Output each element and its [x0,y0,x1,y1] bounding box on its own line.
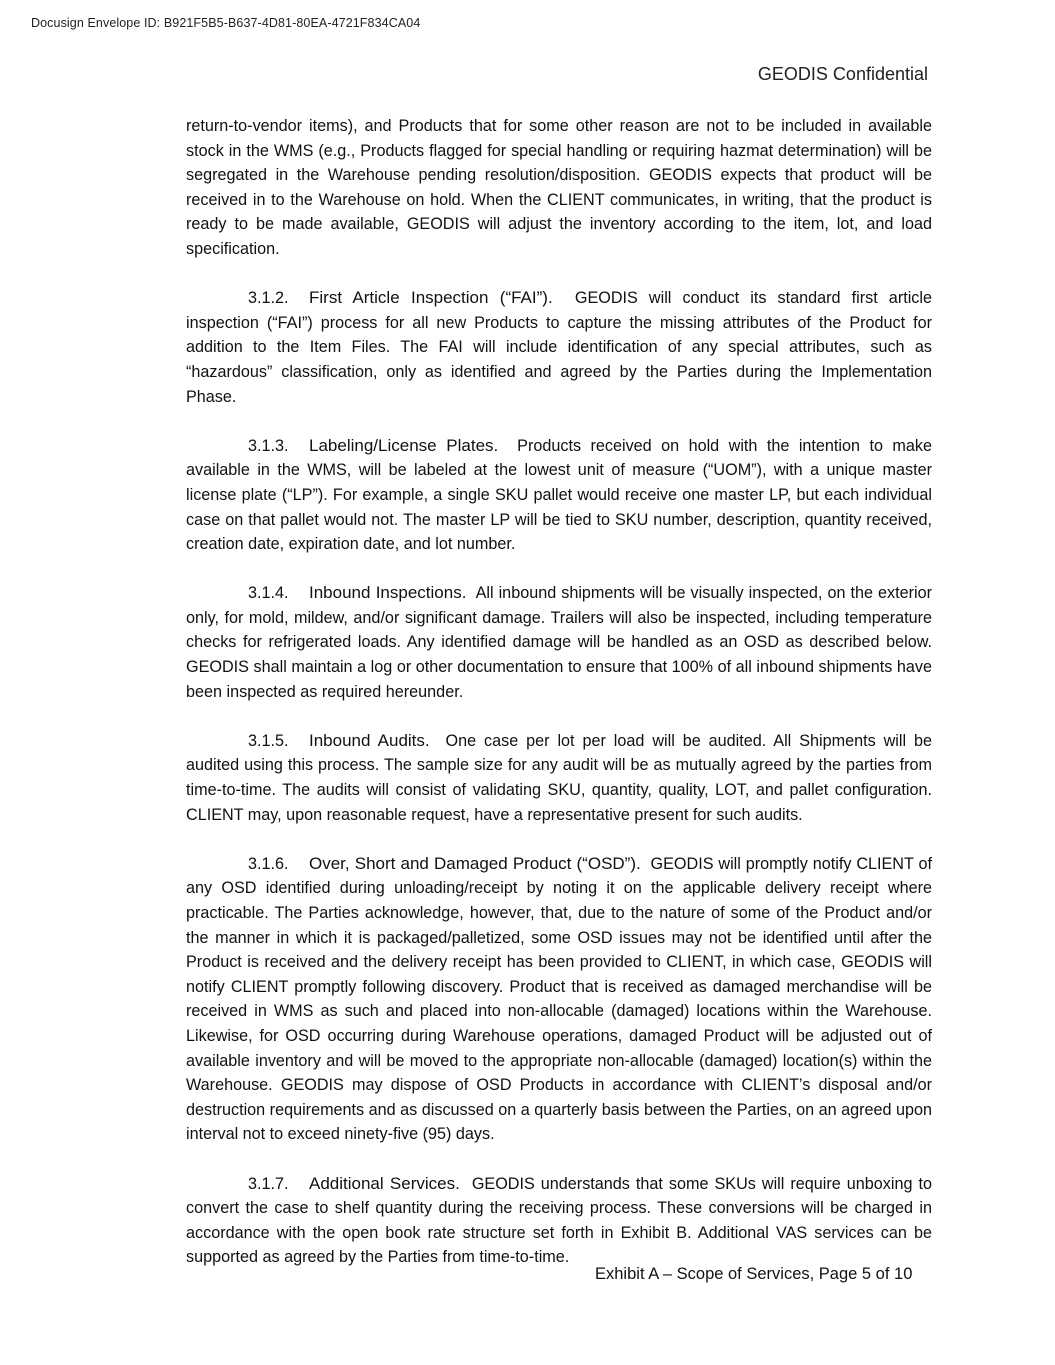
section-number: 3.1.4. [248,584,289,603]
section-number: 3.1.7. [248,1174,289,1193]
section-title: Labeling/License Plates. [309,435,499,455]
section-title: Inbound Inspections. [309,583,467,603]
section-text: GEODIS understands that some SKUs will require unboxing to convert the case to shelf quantity during the receiving process. These conversions will be charged in accordance with the open book rate structure set forth in Exhibit B. Additional VAS services can be supported as agreed by the Parties from time-to-time. [186,1174,932,1267]
section-number: 3.1.6. [248,854,289,873]
section-3-1-5 [186,729,932,827]
section-3-1-7 [186,1172,932,1270]
section-3-1-6 [186,852,932,1147]
section-text: One case per lot per load will be audited. All Shipments will be audited using this process. The sample size for any audit will be as mutually agreed by the parties from time-to-time. The audits will consist of validating SKU, quantity, quality, LOT, and pallet configuration. CLIENT may, upon reasonable request, have a representative present for such audits. [186,731,933,824]
section-3-1-2 [186,286,932,409]
intro-paragraph: return-to-vendor items), and Products that for some other reason are not to be included in available stock in the WMS (e.g., Products flagged for special handling or requiring hazmat determination) will be segregated in the Warehouse pending resolution/disposition. GEODIS expects that product will be received in to the Warehouse on hold. When the CLIENT communicates, in writing, that the product is ready to be made available, GEODIS will adjust the inventory according to the item, lot, and load specification. [186,117,932,258]
page-footer: Exhibit A – Scope of Services, Page 5 of 10 [595,1265,913,1283]
confidential-label: GEODIS Confidential [757,64,928,84]
section-number: 3.1.3. [248,436,289,455]
section-text: Products received on hold with the intention to make available in the WMS, will be labeled at the lowest unit of measure (“UOM”), with a unique master license plate (“LP”). For example, a single SKU pallet would receive one master LP, but each individual case on that pallet would not. The master LP will be tied to SKU number, description, quantity received, creation date, expiration date, and lot number. [186,436,932,554]
section-number: 3.1.5. [248,731,289,750]
envelope-id: Docusign Envelope ID: B921F5B5-B637-4D81-80EA-4721F834CA04 [31,16,421,30]
section-title: Inbound Audits. [309,730,430,750]
section-text: GEODIS will promptly notify CLIENT of any OSD identified during unloading/receipt by noting it on the applicable delivery receipt where practicable. The Parties acknowledge, however, that, due to the nature of some of the Product and/or the manner in which it is packaged/palletized, some OSD issues may not be identified until after the Product is received and the delivery receipt has been provided to CLIENT, in which case, GEODIS will notify CLIENT promptly following discovery. Product that is received as damaged merchandise will be received in WMS as such and placed into non-allocable (damaged) locations within the Warehouse. Likewise, for OSD occurring during Warehouse operations, damaged Product will be adjusted out of available inventory and will be moved to the appropriate non-allocable (damaged) location(s) within the Warehouse. GEODIS may dispose of OSD Products in accordance with CLIENT’s disposal and/or destruction requirements and as discussed on a quarterly basis between the Parties, on an agreed upon interval not to exceed ninety-five (95) days. [186,854,932,1144]
section-title: First Article Inspection (“FAI”). [309,288,553,308]
section-title: Additional Services. [309,1173,460,1193]
section-3-1-4 [186,581,932,704]
section-title: Over, Short and Damaged Product (“OSD”). [309,853,641,873]
document-body [186,114,932,1295]
section-number: 3.1.2. [248,289,289,308]
section-text: GEODIS will conduct its standard first article inspection (“FAI”) process for all new Products to capture the missing attributes of the Product for addition to the Item Files. The FAI will include identification of any special attributes, such as “hazardous” classification, only as identified and agreed by the Parties during the Implementation Phase. [186,289,932,406]
section-3-1-3 [186,434,932,557]
section-text: All inbound shipments will be visually inspected, on the exterior only, for mold, mildew, and/or significant damage. Trailers will also be inspected, including temperature checks for refrigerated loads. Any identified damage will be handled as an OSD as described below. GEODIS shall maintain a log or other documentation to ensure that 100% of all inbound shipments have been inspected as required hereunder. [186,584,932,701]
